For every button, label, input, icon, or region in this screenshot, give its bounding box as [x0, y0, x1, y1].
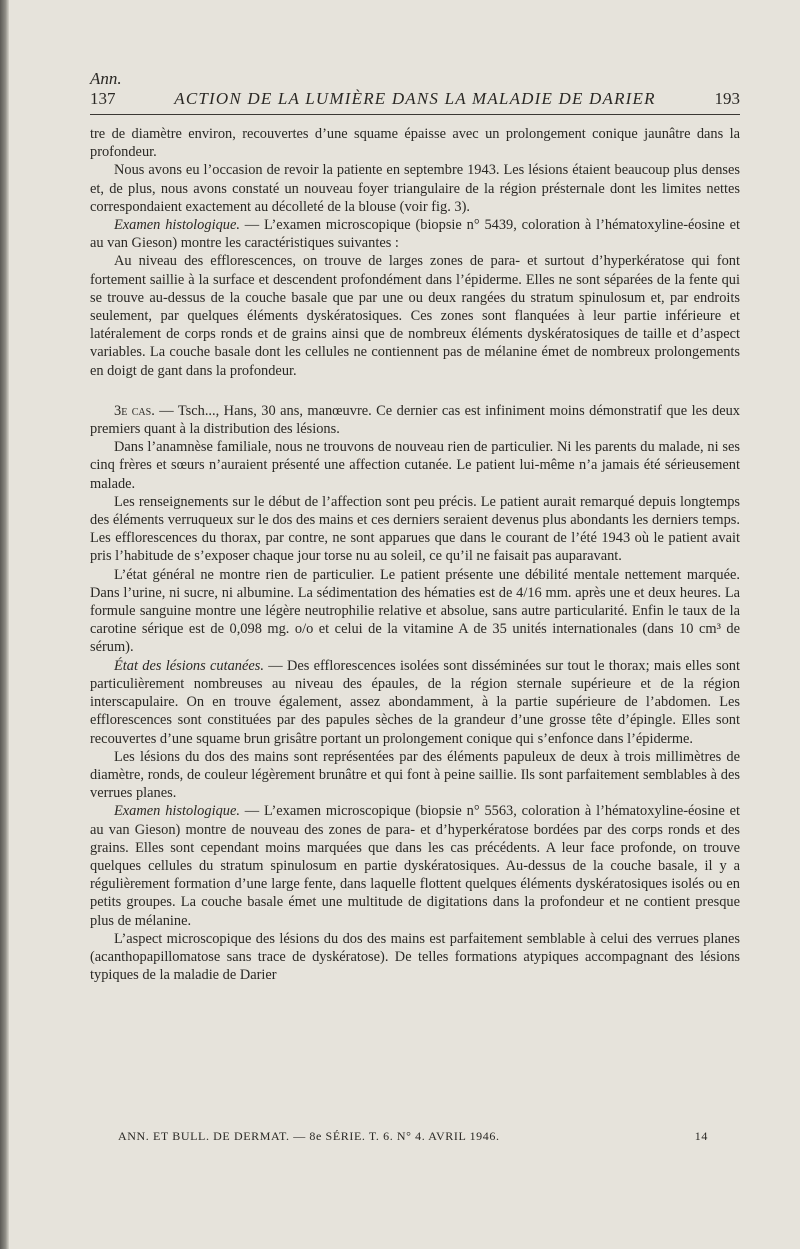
running-head [90, 88, 740, 115]
paragraph-12: L’aspect microscopique des lésions du dos des mains est parfaitement semblable à celui des verrues planes (acanthopapillomatose sans trace de dyskératose). De telles formations atypiques accompagnant des lésions typiques de la maladie de Darier [90, 930, 740, 984]
paragraph-9 [90, 657, 740, 748]
section-label-histology-2: Examen histologique. [114, 803, 240, 820]
page [90, 70, 740, 984]
running-title: ACTION DE LA LUMIÈRE DANS LA MALADIE DE DARIER [174, 89, 656, 108]
signature-number: 14 [694, 1129, 708, 1143]
paragraph-5 [90, 402, 740, 438]
page-binding-edge [0, 0, 9, 1249]
paragraph-4: Au niveau des efflorescences, on trouve de larges zones de para- et surtout d’hyperkératose qui font fortement saillie à la surface et descendent profondément dans l’épiderme. Elles ne sont séparées de la fente qui se trouve au-dessus de la couche basale que par une ou deux rangées du stratum spinulosum et, par endroits seulement, par quelques éléments dyskératosiques. Ces zones sont flanquées à leur partie inférieure et latéralement de corps ronds et de grains ainsi que de nombreux éléments dyskératosiques de taille et d’aspect variables. La couche basale dont les cellules ne contiennent pas de mélanine émet de nombreux prolongements en doigt de gant dans la profondeur. [90, 253, 740, 379]
paragraph-7: Les renseignements sur le début de l’affection sont peu précis. Le patient aurait remarqué depuis longtemps des éléments verruqueux sur le dos des mains et ces derniers seraient devenus plus abondants les derniers temps. Les efflorescences du thorax, par contre, ne sont apparues que dans le courant de l’été 1943 où le patient avait pris l’habitude de s’exposer chaque jour torse nu au soleil, ce qu’il ne faisait pas auparavant. [90, 493, 740, 565]
paragraph-9-text: — Des efflorescences isolées sont disséminées sur tout le thorax; mais elles sont particulièrement nombreuses au niveau des épaules, de la région sternale supérieure et de la région interscapulaire. On en trouve également, assez abondamment, à la partie supérieure de l’abdomen. Les efflorescences sont constituées par des papules sèches de la grandeur d’une grosse tête d’épingle. Elles sont recouvertes d’une squame brun grisâtre portant un prolongement conique qui s’enfonce dans l’épiderme. [90, 657, 740, 747]
left-page-number: 137 [90, 89, 116, 108]
footer [118, 1129, 708, 1144]
page-number: 193 [714, 89, 740, 108]
paragraph-1: tre de diamètre environ, recouvertes d’une squame épaisse avec un prolongement conique jaunâtre dans la profondeur. [90, 126, 740, 161]
paragraph-5-text: — Tsch..., Hans, 30 ans, manœuvre. Ce dernier cas est infiniment moins démonstratif que les deux premiers quant à la distribution des lésions. [90, 402, 740, 438]
case-label: 3e cas. [114, 402, 155, 419]
paragraph-8: L’état général ne montre rien de particulier. Le patient présente une débilité mentale nettement marquée. Dans l’urine, ni sucre, ni albumine. La sédimentation des hématies est de 4/16 mm. après une et deux heures. La formule sanguine montre une légère neutrophilie relative et absolue, sans autre particularité. Enfin le taux de la carotine sérique est de 0,098 mg. o/o et celui de la vitamine A de 35 unités internationales (dans 10 cm³ de sérum). [90, 566, 740, 656]
paragraph-11 [90, 802, 740, 929]
paragraph-11-text: — L’examen microscopique (biopsie n° 5563, coloration à l’hématoxyline-éosine et au van Gieson) montre de nouveau des zones de para- et d’hyperkératose bordées par des corps ronds et des grains. Elles sont cependant moins marquées que dans les cas précédents. A leur face profonde, on trouve quelques cellules du stratum spinulosum en partie dyskératosiques. Au-dessus de la couche basale, il y a régulièrement formation d’une large fente, dans laquelle flottent quelques éléments dyskératosiques isolés ou en petits groupes. La couche basale émet une multitude de digitations dans la profondeur et ne contient presque plus de mélanine. [90, 803, 740, 929]
annotation-ann: Ann. [90, 69, 122, 88]
paragraph-6: Dans l’anamnèse familiale, nous ne trouvons de nouveau rien de particulier. Ni les parents du malade, ni ses cinq frères et sœurs n’auraient présenté une affection cutanée. Le patient lui-même n’a jamais été sérieusement malade. [90, 439, 740, 492]
paragraph-3 [90, 216, 740, 252]
paragraph-2: Nous avons eu l’occasion de revoir la patiente en septembre 1943. Les lésions étaient beaucoup plus denses et, de plus, nous avons constaté un nouveau foyer triangulaire de la région présternale dont les limites nettes correspondaient exactement au décolleté de la blouse (voir fig. 3). [90, 162, 740, 215]
section-label-histology-1: Examen histologique. [114, 217, 240, 234]
journal-citation: ANN. ET BULL. DE DERMAT. — 8e SÉRIE. T. 6. N° 4. AVRIL 1946. [118, 1129, 500, 1143]
paragraph-10: Les lésions du dos des mains sont représentées par des éléments papuleux de deux à trois millimètres de diamètre, ronds, de couleur légèrement brunâtre et qui font à peine saillie. Ils sont parfaitement semblables à des verrues planes. [90, 748, 740, 802]
section-label-lesions: État des lésions cutanées. [114, 657, 264, 674]
paragraph-3-text: — L’examen microscopique (biopsie n° 5439, coloration à l’hématoxyline-éosine et au van Gieson) montre les caractéristiques suivantes : [90, 217, 740, 252]
